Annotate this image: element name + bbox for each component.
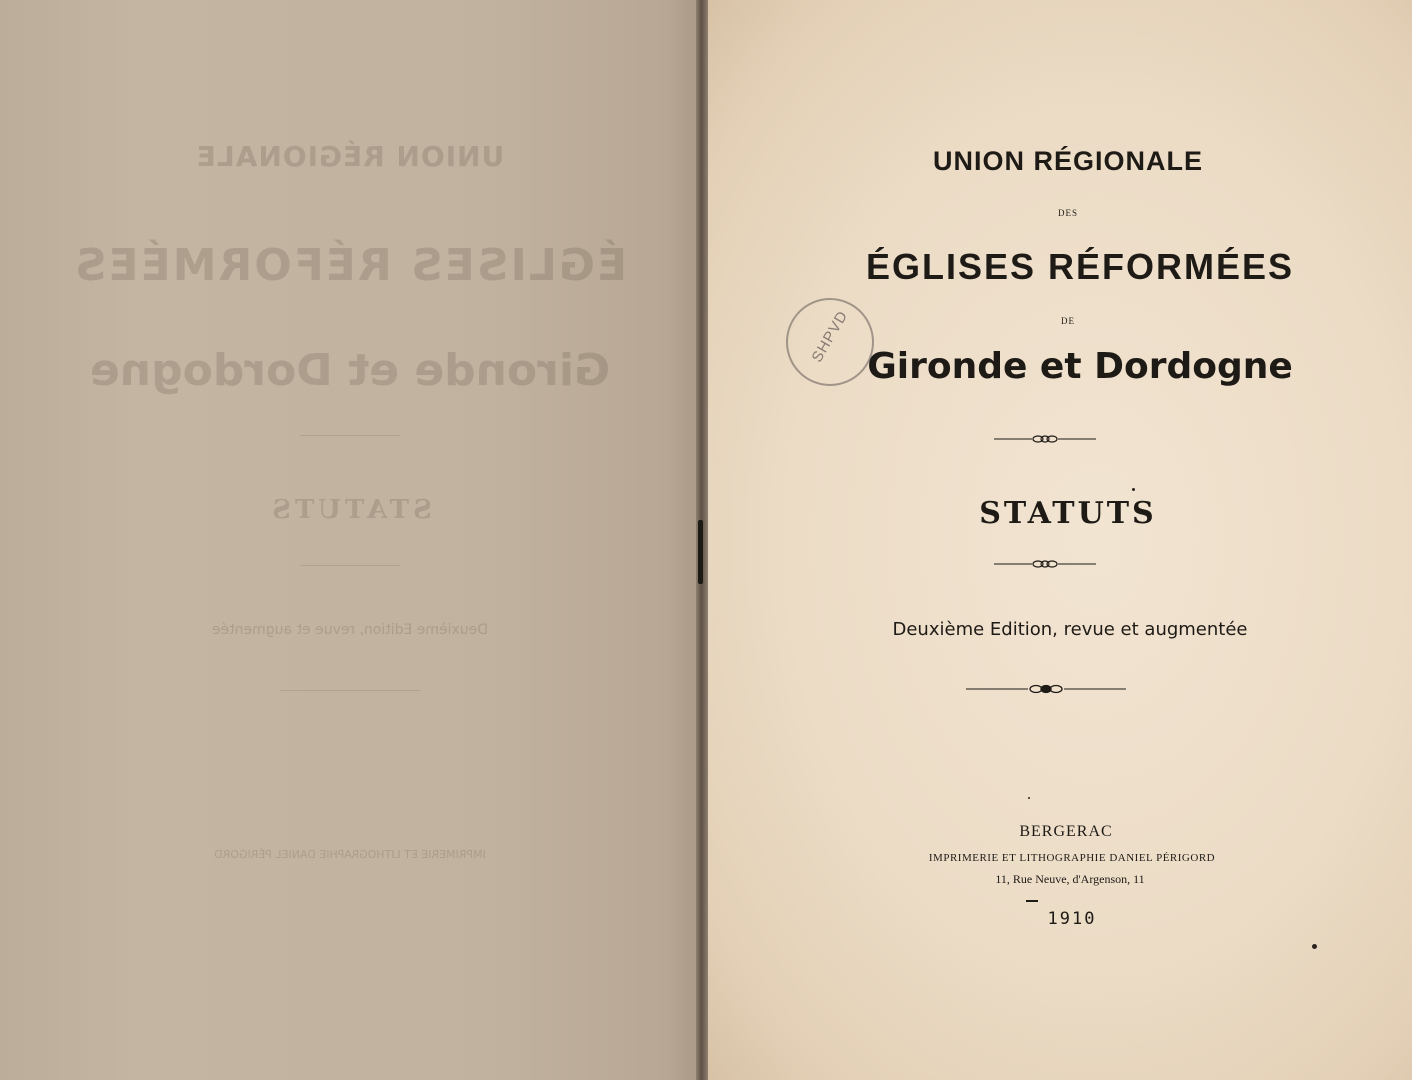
bleed-through-printer: IMPRIMERIE ET LITHOGRAPHIE DANIEL PÉRIGORD bbox=[214, 848, 486, 861]
word-de: DE bbox=[1061, 316, 1075, 326]
bleed-through-rule bbox=[280, 690, 420, 691]
imprint-printer: IMPRIMERIE ET LITHOGRAPHIE DANIEL PÉRIGORD bbox=[928, 852, 1216, 864]
edition-note: Deuxième Edition, revue et augmentée bbox=[892, 619, 1248, 640]
word-des: DES bbox=[1057, 208, 1078, 218]
ornamental-rule-1 bbox=[994, 432, 1096, 446]
bleed-through-statuts: STATUTS bbox=[268, 495, 432, 525]
imprint-address: 11, Rue Neuve, d'Argenson, 11 bbox=[995, 872, 1145, 886]
heading-statuts: STATUTS bbox=[979, 496, 1157, 531]
heading-union: UNION RÉGIONALE bbox=[932, 146, 1203, 176]
year-dash bbox=[1026, 900, 1038, 902]
ornamental-rule-3 bbox=[966, 681, 1126, 697]
bleed-through-region: Gironde et Dordogne bbox=[89, 345, 611, 396]
left-page bbox=[0, 0, 700, 1080]
bleed-through-union: UNION RÉGIONALE bbox=[195, 140, 505, 173]
binding-stitch bbox=[698, 520, 703, 584]
bleed-through-eglises: ÉGLISES RÉFORMÉES bbox=[72, 240, 628, 291]
imprint-city: BERGERAC bbox=[1019, 823, 1113, 840]
title-page bbox=[708, 0, 1412, 1080]
paper-speck bbox=[1132, 488, 1135, 491]
paper-speck bbox=[1312, 944, 1317, 949]
heading-eglises: ÉGLISES RÉFORMÉES bbox=[865, 246, 1295, 287]
ornamental-rule-2 bbox=[994, 557, 1096, 571]
heading-region: Gironde et Dordogne bbox=[867, 346, 1293, 387]
bleed-through-rule bbox=[300, 435, 400, 436]
paper-speck bbox=[1028, 797, 1030, 799]
stamp-text: SHPVD bbox=[808, 307, 852, 366]
bleed-through-rule bbox=[300, 565, 400, 566]
imprint-year: 1910 bbox=[1047, 909, 1097, 929]
bleed-through-edition: Deuxième Edition, revue et augmentée bbox=[211, 622, 489, 638]
